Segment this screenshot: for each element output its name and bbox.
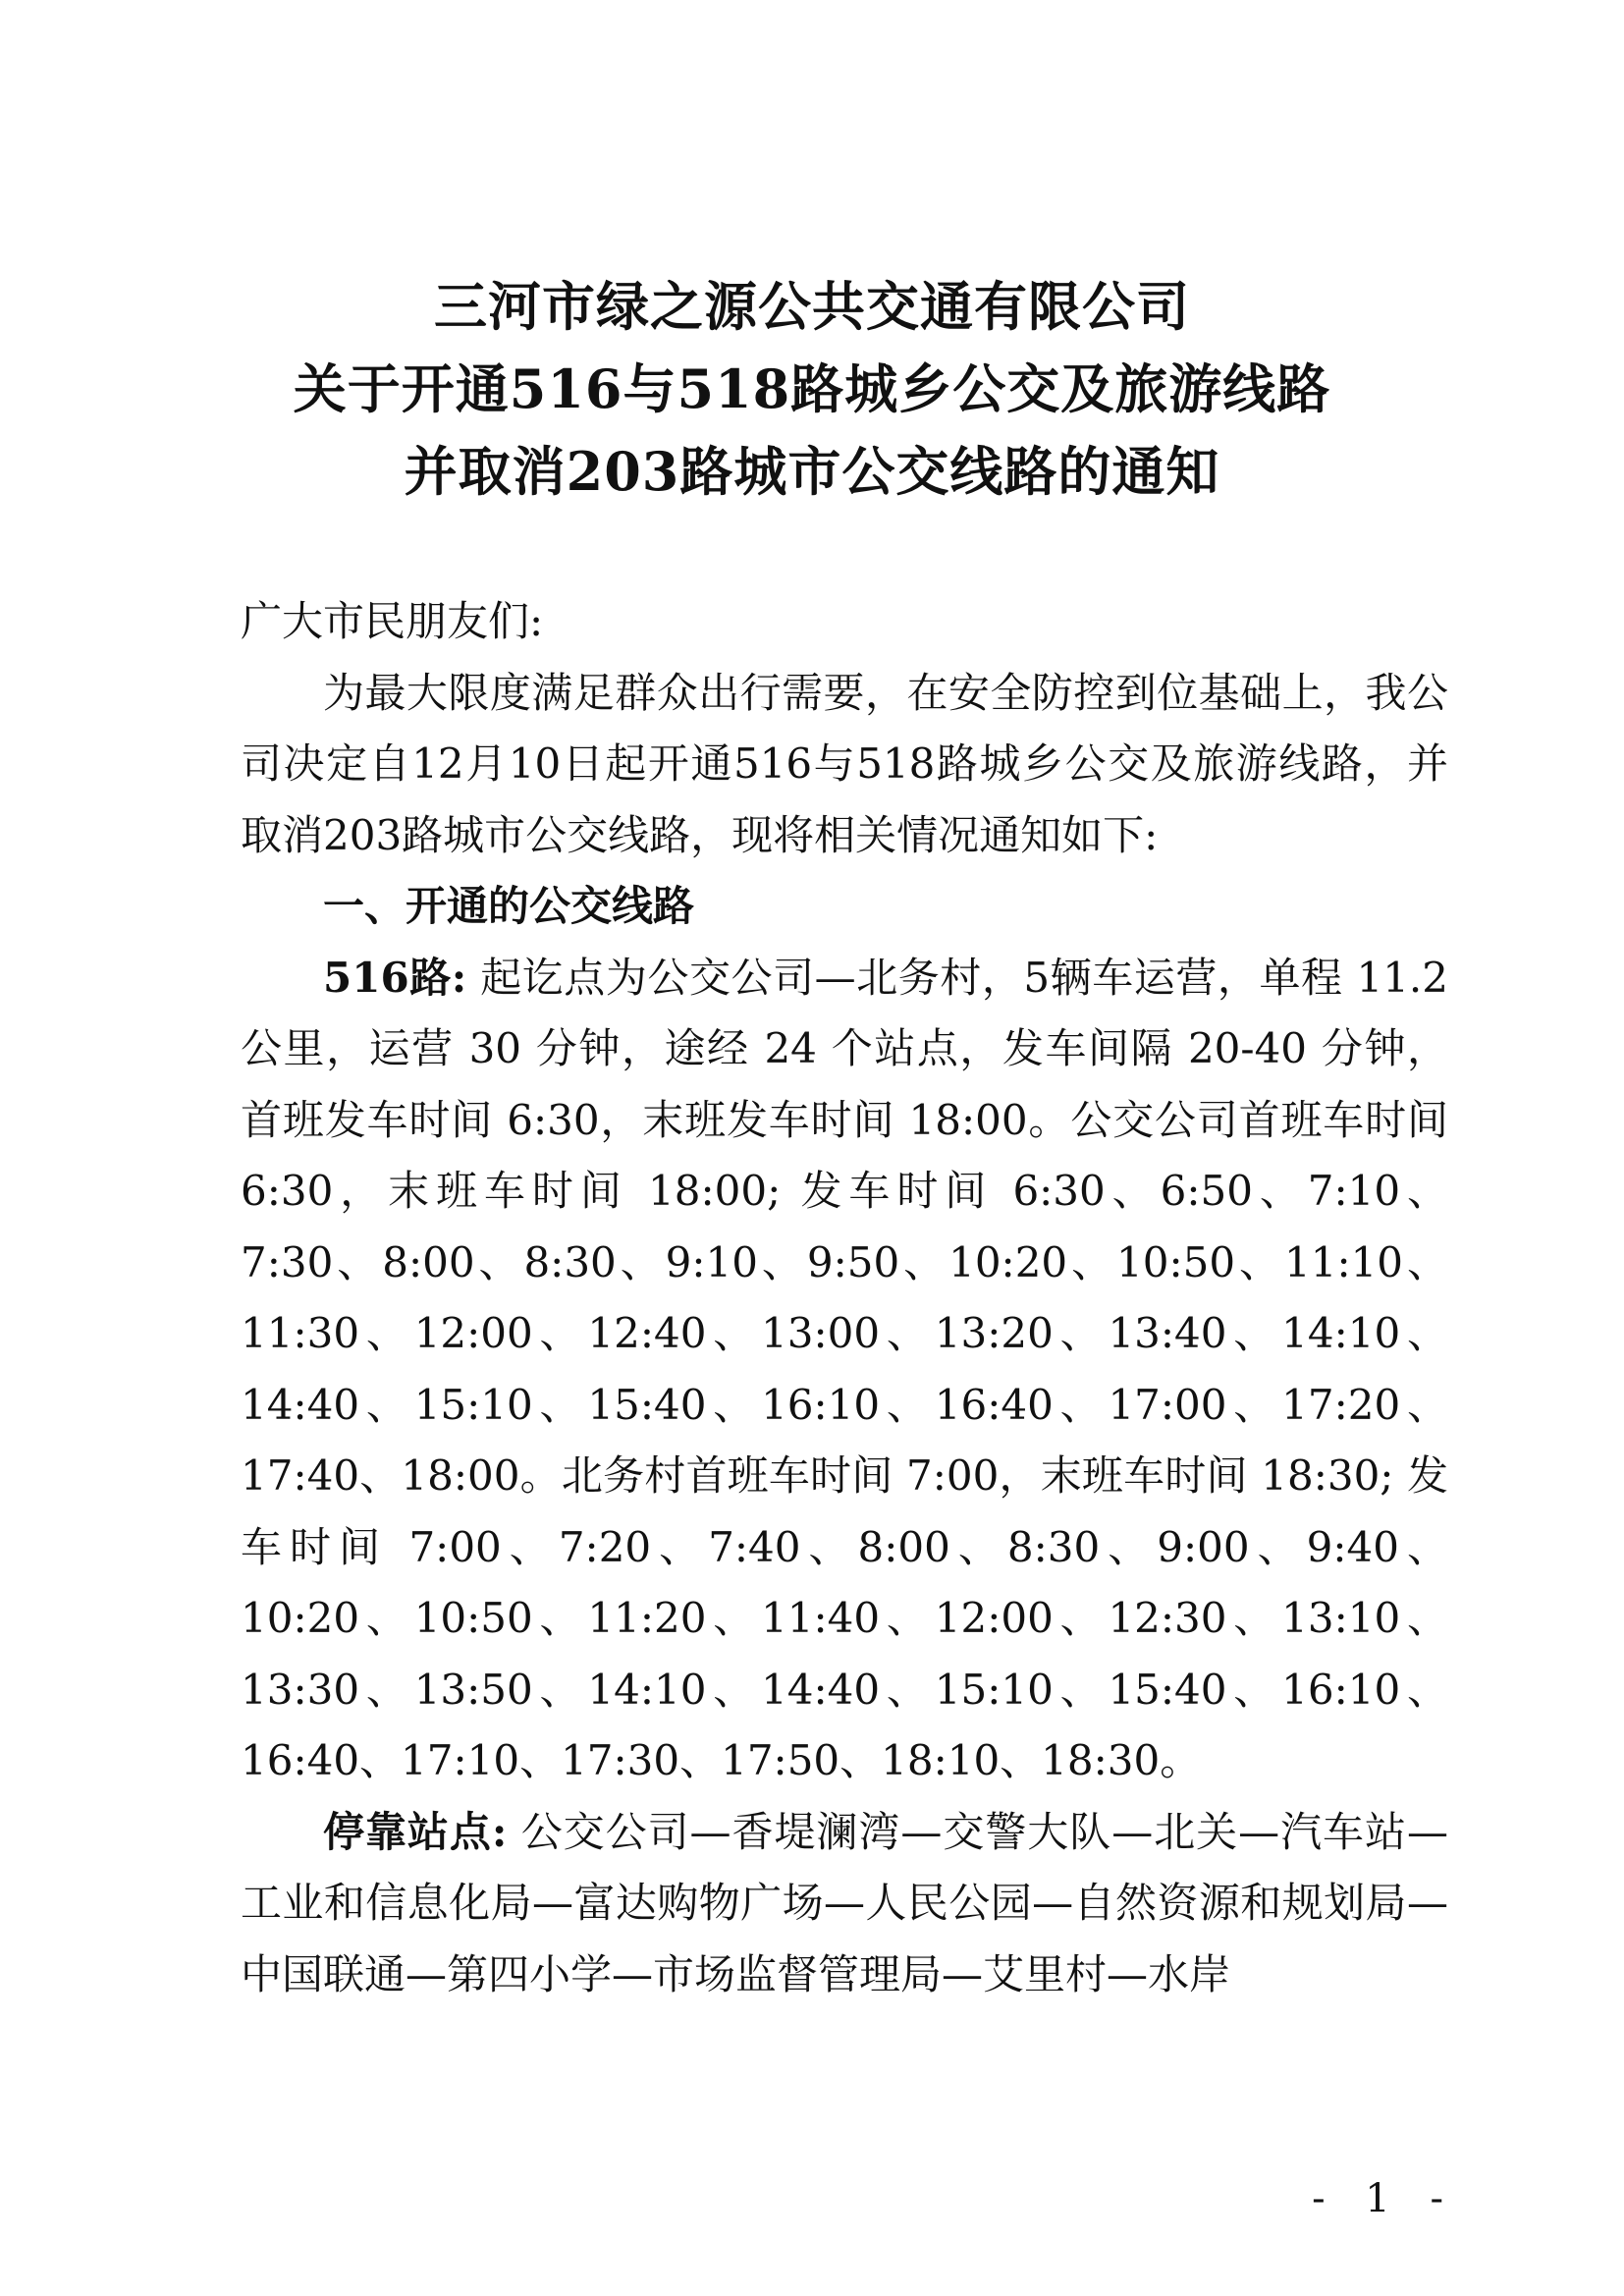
document-title <box>147 265 1477 513</box>
stops-label: 停靠站点: <box>323 1807 508 1856</box>
title-line-1: 三河市绿之源公共交通有限公司 <box>434 275 1190 338</box>
route-516-paragraph <box>241 943 1448 1797</box>
route-516-text: 起讫点为公交公司—北务村，5辆车运营，单程 11.2 公里，运营 30 分钟，途经 24 个站点，发车间隔 20-40 分钟，首班发车时间 6:30，末班发车时间 18:00。公交公司首班车时间 6:30，末班车时间 18:00; 发车时间 6:30、6:50、7:10、7:30、8:00、8:30、9:10、9:50、10:20、10:50、11:10、11:30、12:00、12:40、13:00、13:20、13:40、14:10、14:40、15:10、15:40、16:10、16:40、17:00、17:20、17:40、18:00。北务村首班车时间 7:00，末班车时间 18:30; 发车时间 7:00、7:20、7:40、8:00、8:30、9:00、9:40、10:20、10:50、11:20、11:40、12:00、12:30、13:10、13:30、13:50、14:10、14:40、15:10、15:40、16:10、16:40、17:10、17:30、17:50、18:10、18:30。 <box>241 953 1448 1784</box>
document-body <box>241 586 1448 2010</box>
page-number: - 1 - <box>1312 2176 1457 2221</box>
title-line-2: 关于开通516与518路城乡公交及旅游线路 <box>293 357 1331 420</box>
salutation: 广大市民朋友们: <box>241 597 544 645</box>
title-line-3: 并取消203路城市公交线路的通知 <box>404 440 1220 503</box>
route-516-label: 516路: <box>323 953 467 1002</box>
intro-paragraph: 为最大限度满足群众出行需要，在安全防控到位基础上，我公司决定自12月10日起开通516与518路城乡公交及旅游线路，并取消203路城市公交线路，现将相关情况通知如下: <box>241 668 1448 859</box>
stops-paragraph <box>241 1797 1448 2011</box>
stops-text: 公交公司—香堤澜湾—交警大队—北关—汽车站—工业和信息化局—富达购物广场—人民公园—自然资源和规划局—中国联通—第四小学—市场监督管理局—艾里村—水岸 <box>241 1807 1448 1998</box>
section-1-heading: 一、开通的公交线路 <box>323 882 695 930</box>
